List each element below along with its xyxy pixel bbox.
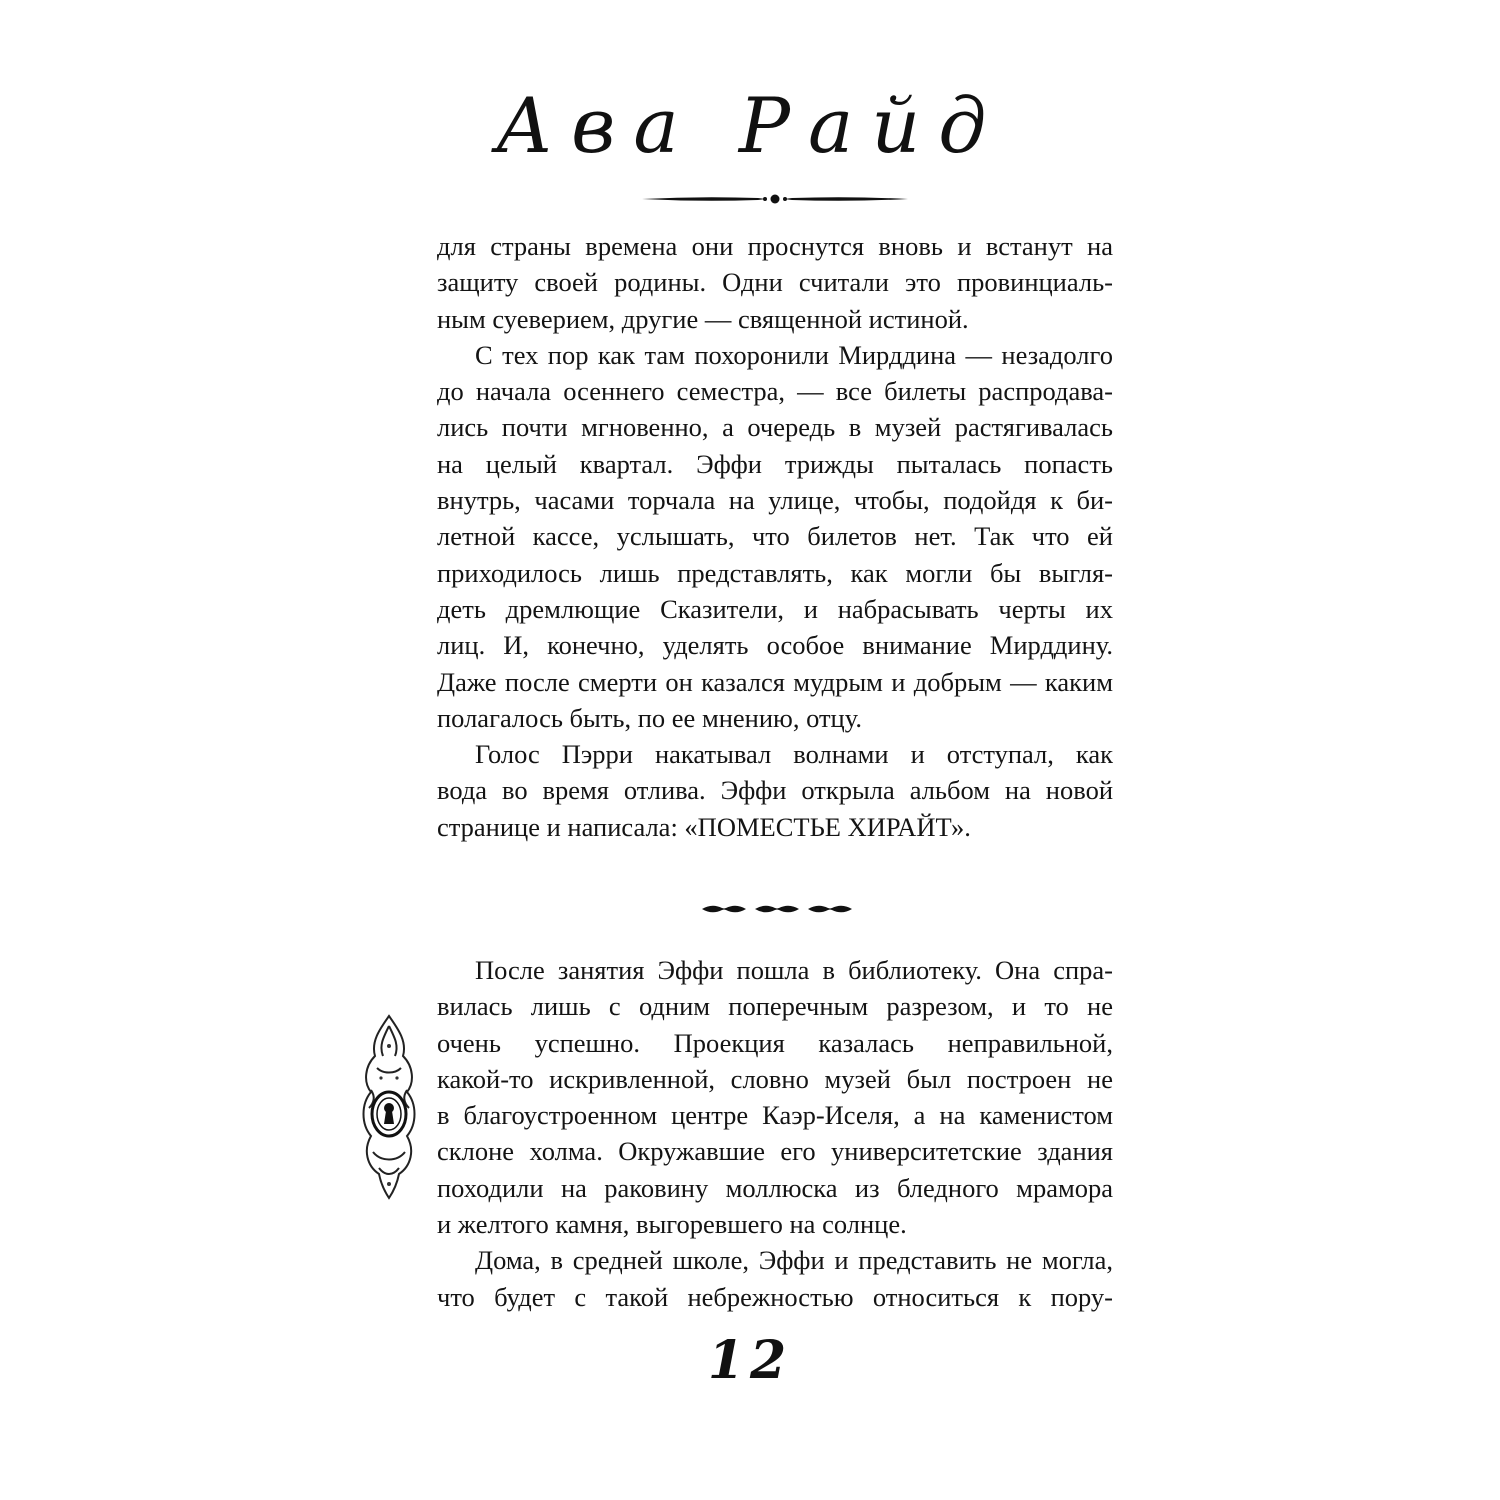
paragraph-line: какой-то искривленной, словно музей был построен не xyxy=(437,1063,1113,1094)
paragraph-line: на целый квартал. Эффи трижды пыталась попасть xyxy=(437,448,1113,479)
ornamental-rule-icon xyxy=(640,190,910,208)
paragraph-line: странице и написала: «ПОМЕСТЬЕ ХИРАЙТ». xyxy=(437,811,971,842)
paragraph-line: Дома, в средней школе, Эффи и представить не могла, xyxy=(475,1245,1113,1276)
paragraph-line: деть дремлющие Сказители, и набрасывать черты их xyxy=(437,593,1113,624)
running-title: Ава Райд xyxy=(495,81,1005,170)
paragraph-line: Голос Пэрри накатывал волнами и отступал, как xyxy=(475,739,1113,770)
paragraph-line: вода во время отлива. Эффи открыла альбом на новой xyxy=(437,775,1113,806)
paragraph-line: ным суеверием, другие — священной истиной. xyxy=(437,303,969,334)
paragraph-line: внутрь, часами торчала на улице, чтобы, подойдя к би- xyxy=(437,485,1113,516)
paragraph-line: что будет с такой небрежностью относиться к пору- xyxy=(437,1281,1113,1312)
paragraph-line: Даже после смерти он казался мудрым и добрым — каким xyxy=(437,666,1113,697)
section-two xyxy=(437,952,1113,1315)
fleuron-divider-icon xyxy=(700,898,854,920)
paragraph-line: очень успешно. Проекция казалась неправильной, xyxy=(437,1027,1113,1058)
paragraph-line: и желтого камня, выгоревшего на солнце. xyxy=(437,1209,907,1240)
paragraph-line: до начала осеннего семестра, — все билеты распродава- xyxy=(437,376,1113,407)
paragraph-line: в благоустроенном центре Каэр-Иселя, а на каменистом xyxy=(437,1100,1113,1131)
section-one xyxy=(437,228,1113,845)
paragraph-line: склоне холма. Окружавшие его университетские здания xyxy=(437,1136,1113,1167)
paragraph-line: полагалось быть, по ее мнению, отцу. xyxy=(437,702,862,733)
paragraph-line: После занятия Эффи пошла в библиотеку. Она спра- xyxy=(475,955,1113,985)
paragraph-line: для страны времена они проснутся вновь и встанут на xyxy=(437,231,1113,261)
paragraph-line: С тех пор как там похоронили Мирддина — незадолго xyxy=(475,339,1113,370)
paragraph-line: приходилось лишь представлять, как могли бы выгля- xyxy=(437,557,1113,588)
paragraph-line: вилась лишь с одним поперечным разрезом, и то не xyxy=(437,991,1113,1022)
page-number: 12 xyxy=(707,1330,793,1391)
paragraph-line: походили на раковину моллюска из бледного мрамора xyxy=(437,1172,1113,1203)
paragraph-line: защиту своей родины. Одни считали это провинциаль- xyxy=(437,267,1113,298)
paragraph-line: лись почти мгновенно, а очередь в музей растягивалась xyxy=(437,412,1113,443)
keyhole-ornament-icon xyxy=(357,1012,421,1202)
paragraph-line: лиц. И, конечно, уделять особое внимание Мирддину. xyxy=(437,630,1113,661)
paragraph-line: летной кассе, услышать, что билетов нет. Так что ей xyxy=(437,521,1113,552)
